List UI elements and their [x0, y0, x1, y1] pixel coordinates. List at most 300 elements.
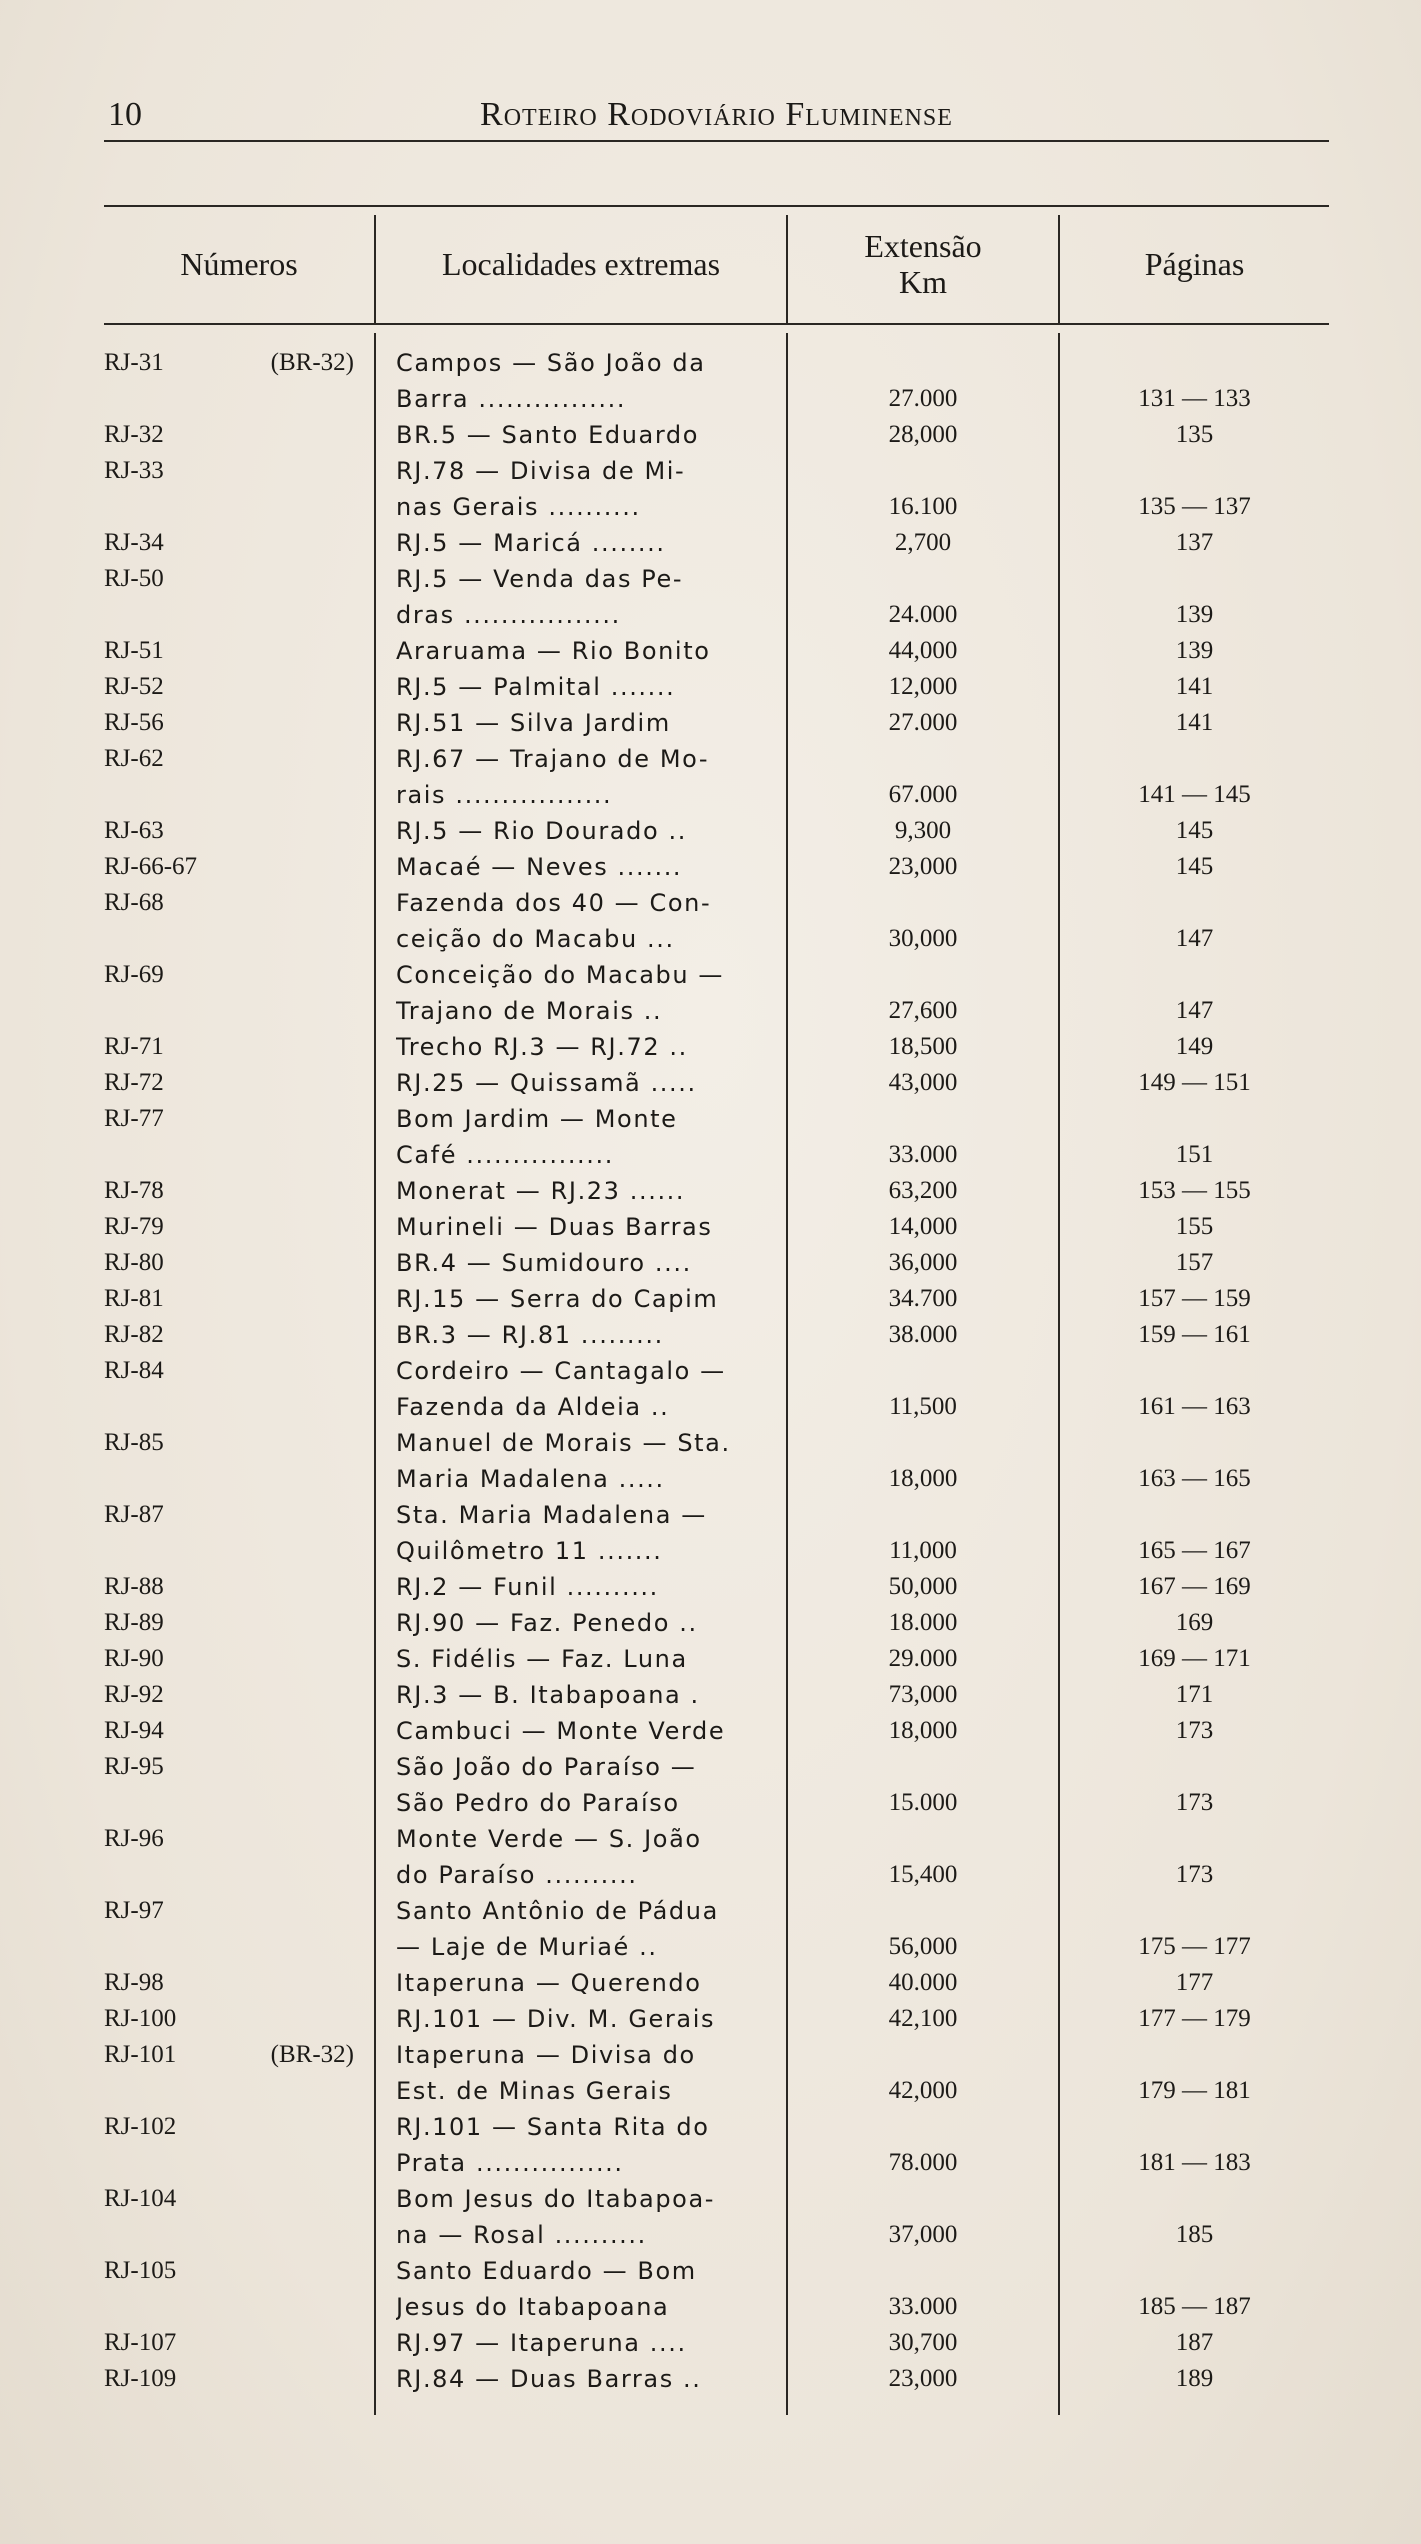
length-km-cell: 18.000 [888, 1609, 958, 1636]
length-km-cell: 40.000 [888, 1969, 958, 1996]
pages-cell: 161 — 163 [1138, 1393, 1251, 1420]
pages-cell: 177 — 179 [1138, 2005, 1251, 2032]
table-row [104, 1641, 1329, 1677]
route-number: RJ-87 [104, 1501, 164, 1528]
endpoints-cell [396, 705, 768, 741]
route-number-cell [104, 957, 374, 993]
pages-cell: 165 — 167 [1138, 1537, 1251, 1564]
table-row [104, 1353, 1329, 1425]
table-row [104, 2361, 1329, 2397]
pages-cell: 137 [1175, 529, 1214, 556]
pages-cell: 157 — 159 [1138, 1285, 1251, 1312]
endpoints-line: BR.4 — Sumidouro .... [396, 1249, 692, 1277]
endpoints-line: Araruama — Rio Bonito [396, 637, 711, 665]
pages-cell: 147 [1175, 925, 1214, 952]
route-number: RJ-100 [104, 2005, 177, 2032]
endpoints-cell [396, 525, 768, 561]
table-header-rule [104, 323, 1329, 325]
endpoints-cell [396, 813, 768, 849]
pages-cell: 159 — 161 [1138, 1321, 1251, 1348]
table-row [104, 1677, 1329, 1713]
endpoints-line: Itaperuna — Querendo [396, 1969, 702, 1997]
endpoints-line: Trajano de Morais .. [396, 997, 663, 1025]
endpoints-line: dras ................. [396, 601, 621, 629]
route-number: RJ-66-67 [104, 853, 198, 880]
route-number-cell [104, 1029, 374, 1065]
route-number-cell [104, 1713, 374, 1749]
table-row [104, 957, 1329, 1029]
route-number-cell [104, 2361, 374, 2397]
length-km-cell: 9,300 [894, 817, 952, 844]
route-number: RJ-92 [104, 1681, 164, 1708]
endpoints-cell [396, 1713, 768, 1749]
route-number-cell [104, 2109, 374, 2145]
running-head [104, 88, 1329, 142]
table-row [104, 705, 1329, 741]
length-km-cell: 67.000 [888, 781, 958, 808]
endpoints-line: do Paraíso .......... [396, 1861, 638, 1889]
pages-cell: 139 [1175, 601, 1214, 628]
route-number-cell [104, 1173, 374, 1209]
length-km-cell: 44,000 [888, 637, 958, 664]
roads-table [104, 205, 1329, 2415]
pages-cell: 155 [1175, 1213, 1214, 1240]
length-km-cell: 30,000 [888, 925, 958, 952]
endpoints-line: RJ.15 — Serra do Capim [396, 1285, 719, 1313]
table-row [104, 1029, 1329, 1065]
endpoints-cell [396, 2037, 768, 2109]
endpoints-cell [396, 1425, 768, 1497]
route-number-cell [104, 1317, 374, 1353]
table-row [104, 1749, 1329, 1821]
table-row [104, 1065, 1329, 1101]
pages-cell: 141 [1175, 673, 1214, 700]
route-number-cell [104, 1245, 374, 1281]
endpoints-line: — Laje de Muriaé .. [396, 1933, 658, 1961]
route-number-cell [104, 1569, 374, 1605]
route-number: RJ-104 [104, 2185, 177, 2212]
table-row [104, 741, 1329, 813]
endpoints-line: nas Gerais .......... [396, 493, 641, 521]
table-row [104, 1569, 1329, 1605]
table-row [104, 1101, 1329, 1173]
endpoints-line: BR.3 — RJ.81 ......... [396, 1321, 664, 1349]
route-number: RJ-72 [104, 1069, 164, 1096]
pages-cell: 149 [1175, 1033, 1214, 1060]
length-km-cell: 78.000 [888, 2149, 958, 2176]
endpoints-cell [396, 1245, 768, 1281]
table-row [104, 561, 1329, 633]
length-km-cell: 42,100 [888, 2005, 958, 2032]
route-number: RJ-95 [104, 1753, 164, 1780]
length-km-cell: 11,000 [889, 1537, 957, 1564]
table-row [104, 2109, 1329, 2181]
endpoints-cell [396, 1569, 768, 1605]
endpoints-line: S. Fidélis — Faz. Luna [396, 1645, 688, 1673]
route-number-cell [104, 885, 374, 921]
endpoints-cell [396, 2253, 768, 2325]
endpoints-line: RJ.90 — Faz. Penedo .. [396, 1609, 698, 1637]
endpoints-line: RJ.25 — Quissamã ..... [396, 1069, 697, 1097]
route-number-cell [104, 1281, 374, 1317]
length-km-cell: 24.000 [888, 601, 958, 628]
pages-cell: 179 — 181 [1138, 2077, 1251, 2104]
federal-route-number: (BR-32) [270, 349, 354, 376]
table-row [104, 1425, 1329, 1497]
table-row [104, 849, 1329, 885]
length-km-cell: 36,000 [888, 1249, 958, 1276]
endpoints-cell [396, 417, 768, 453]
pages-cell: 189 [1175, 2365, 1214, 2392]
pages-cell: 157 [1175, 1249, 1214, 1276]
route-number: RJ-107 [104, 2329, 177, 2356]
route-number: RJ-52 [104, 673, 164, 700]
table-row [104, 1173, 1329, 1209]
length-km-cell: 73,000 [888, 1681, 958, 1708]
route-number: RJ-90 [104, 1645, 164, 1672]
table-row [104, 2037, 1329, 2109]
endpoints-cell [396, 1353, 768, 1425]
table-row [104, 669, 1329, 705]
endpoints-cell [396, 2181, 768, 2253]
endpoints-line: na — Rosal .......... [396, 2221, 647, 2249]
endpoints-line: Conceição do Macabu — [396, 961, 725, 989]
endpoints-cell [396, 345, 768, 417]
table-row [104, 1245, 1329, 1281]
route-number: RJ-79 [104, 1213, 164, 1240]
length-km-cell: 63,200 [888, 1177, 958, 1204]
length-km-cell: 23,000 [888, 2365, 958, 2392]
endpoints-line: RJ.84 — Duas Barras .. [396, 2365, 702, 2393]
route-number: RJ-32 [104, 421, 164, 448]
endpoints-line: Trecho RJ.3 — RJ.72 .. [396, 1033, 688, 1061]
table-row [104, 2181, 1329, 2253]
route-number: RJ-33 [104, 457, 164, 484]
length-km-cell: 27,600 [888, 997, 958, 1024]
endpoints-line: Prata ................ [396, 2149, 624, 2177]
route-number: RJ-82 [104, 1321, 164, 1348]
route-number-cell [104, 1101, 374, 1137]
endpoints-line: Manuel de Morais — Sta. [396, 1429, 731, 1457]
length-km-cell: 16.100 [888, 493, 958, 520]
header-extensao-label: Extensão [864, 228, 982, 264]
endpoints-cell [396, 885, 768, 957]
route-number: RJ-69 [104, 961, 164, 988]
length-km-cell: 33.000 [888, 1141, 958, 1168]
header-extensao [788, 205, 1058, 323]
route-number-cell [104, 1893, 374, 1929]
route-number: RJ-51 [104, 637, 164, 664]
table-row [104, 417, 1329, 453]
route-number: RJ-96 [104, 1825, 164, 1852]
length-km-cell: 33.000 [888, 2293, 958, 2320]
endpoints-cell [396, 1821, 768, 1893]
table-row [104, 345, 1329, 417]
pages-cell: 177 [1175, 1969, 1214, 1996]
endpoints-cell [396, 1893, 768, 1965]
endpoints-line: ceição do Macabu ... [396, 925, 675, 953]
route-number-cell [104, 1353, 374, 1389]
length-km-cell: 38.000 [888, 1321, 958, 1348]
endpoints-line: Santo Eduardo — Bom [396, 2257, 697, 2285]
route-number-cell [104, 1641, 374, 1677]
endpoints-cell [396, 1065, 768, 1101]
length-km-cell: 43,000 [888, 1069, 958, 1096]
route-number: RJ-56 [104, 709, 164, 736]
endpoints-cell [396, 561, 768, 633]
length-km-cell: 28,000 [888, 421, 958, 448]
pages-cell: 175 — 177 [1138, 1933, 1251, 1960]
length-km-cell: 37,000 [888, 2221, 958, 2248]
pages-cell: 173 [1175, 1861, 1214, 1888]
endpoints-line: RJ.5 — Palmital ....... [396, 673, 676, 701]
route-number: RJ-77 [104, 1105, 164, 1132]
endpoints-line: RJ.67 — Trajano de Mo- [396, 745, 710, 773]
table-row [104, 1605, 1329, 1641]
pages-cell: 141 — 145 [1138, 781, 1251, 808]
length-km-cell: 15,400 [888, 1861, 958, 1888]
table-row [104, 1317, 1329, 1353]
route-number-cell [104, 1605, 374, 1641]
endpoints-cell [396, 2001, 768, 2037]
endpoints-cell [396, 1677, 768, 1713]
endpoints-line: Café ................ [396, 1141, 614, 1169]
route-number: RJ-98 [104, 1969, 164, 1996]
endpoints-cell [396, 2109, 768, 2181]
table-row [104, 2001, 1329, 2037]
endpoints-cell [396, 741, 768, 813]
table-body [104, 345, 1329, 2397]
length-km-cell: 50,000 [888, 1573, 958, 1600]
route-number-cell [104, 1821, 374, 1857]
route-number-cell [104, 1425, 374, 1461]
length-km-cell: 29.000 [888, 1645, 958, 1672]
route-number-cell [104, 525, 374, 561]
route-number: RJ-68 [104, 889, 164, 916]
endpoints-line: Bom Jesus do Itabapoa- [396, 2185, 716, 2213]
pages-cell: 141 [1175, 709, 1214, 736]
pages-cell: 185 — 187 [1138, 2293, 1251, 2320]
length-km-cell: 18,500 [888, 1033, 958, 1060]
route-number: RJ-109 [104, 2365, 177, 2392]
endpoints-line: Murineli — Duas Barras [396, 1213, 713, 1241]
route-number-cell [104, 669, 374, 705]
endpoints-cell [396, 1029, 768, 1065]
table-row [104, 453, 1329, 525]
endpoints-line: rais ................. [396, 781, 613, 809]
endpoints-line: São João do Paraíso — [396, 1753, 697, 1781]
endpoints-line: RJ.101 — Santa Rita do [396, 2113, 710, 2141]
route-number-cell [104, 1965, 374, 2001]
endpoints-cell [396, 1641, 768, 1677]
table-row [104, 885, 1329, 957]
route-number: RJ-50 [104, 565, 164, 592]
route-number-cell [104, 813, 374, 849]
route-number: RJ-105 [104, 2257, 177, 2284]
pages-cell: 151 [1175, 1141, 1214, 1168]
table-row [104, 1497, 1329, 1569]
header-paginas: Páginas [1144, 246, 1245, 282]
pages-cell: 187 [1175, 2329, 1214, 2356]
route-number-cell [104, 1209, 374, 1245]
route-number: RJ-85 [104, 1429, 164, 1456]
pages-cell: 181 — 183 [1138, 2149, 1251, 2176]
route-number: RJ-78 [104, 1177, 164, 1204]
pages-cell: 135 [1175, 421, 1214, 448]
route-number-cell [104, 417, 374, 453]
route-number: RJ-89 [104, 1609, 164, 1636]
table-row [104, 2253, 1329, 2325]
route-number-cell [104, 1677, 374, 1713]
length-km-cell: 30,700 [888, 2329, 958, 2356]
endpoints-cell [396, 2325, 768, 2361]
route-number: RJ-71 [104, 1033, 164, 1060]
route-number-cell [104, 345, 374, 381]
endpoints-line: RJ.2 — Funil .......... [396, 1573, 659, 1601]
endpoints-line: Quilômetro 11 ....... [396, 1537, 663, 1565]
route-number-cell [104, 1065, 374, 1101]
pages-cell: 153 — 155 [1138, 1177, 1251, 1204]
endpoints-cell [396, 669, 768, 705]
pages-cell: 173 [1175, 1789, 1214, 1816]
header-numeros: Números [180, 246, 298, 282]
table-row [104, 633, 1329, 669]
endpoints-line: RJ.101 — Div. M. Gerais [396, 2005, 716, 2033]
pages-cell: 139 [1175, 637, 1214, 664]
length-km-cell: 11,500 [889, 1393, 957, 1420]
table-row [104, 1713, 1329, 1749]
endpoints-line: Itaperuna — Divisa do [396, 2041, 696, 2069]
endpoints-cell [396, 1965, 768, 2001]
pages-cell: 163 — 165 [1138, 1465, 1251, 1492]
route-number: RJ-62 [104, 745, 164, 772]
route-number-cell [104, 561, 374, 597]
header-localidades: Localidades extremas [441, 246, 721, 282]
endpoints-line: Maria Madalena ..... [396, 1465, 665, 1493]
route-number: RJ-84 [104, 1357, 164, 1384]
endpoints-cell [396, 1605, 768, 1641]
table-row [104, 1281, 1329, 1317]
endpoints-line: BR.5 — Santo Eduardo [396, 421, 699, 449]
route-number: RJ-88 [104, 1573, 164, 1600]
pages-cell: 147 [1175, 997, 1214, 1024]
length-km-cell: 34.700 [888, 1285, 958, 1312]
route-number-cell [104, 741, 374, 777]
endpoints-line: São Pedro do Paraíso [396, 1789, 680, 1817]
route-number-cell [104, 2253, 374, 2289]
endpoints-line: Est. de Minas Gerais [396, 2077, 673, 2105]
route-number-cell [104, 2181, 374, 2217]
length-km-cell: 18,000 [888, 1717, 958, 1744]
route-number-cell [104, 2325, 374, 2361]
length-km-cell: 23,000 [888, 853, 958, 880]
length-km-cell: 27.000 [888, 709, 958, 736]
route-number: RJ-34 [104, 529, 164, 556]
route-number: RJ-94 [104, 1717, 164, 1744]
endpoints-line: Sta. Maria Madalena — [396, 1501, 707, 1529]
endpoints-cell [396, 453, 768, 525]
route-number: RJ-63 [104, 817, 164, 844]
endpoints-line: RJ.51 — Silva Jardim [396, 709, 671, 737]
route-number-cell [104, 1749, 374, 1785]
length-km-cell: 56,000 [888, 1933, 958, 1960]
route-number-cell [104, 705, 374, 741]
length-km-cell: 12,000 [888, 673, 958, 700]
table-row [104, 2325, 1329, 2361]
endpoints-line: Monerat — RJ.23 ...... [396, 1177, 686, 1205]
endpoints-line: Jesus do Itabapoana [396, 2293, 670, 2321]
endpoints-cell [396, 1317, 768, 1353]
endpoints-cell [396, 1173, 768, 1209]
table-row [104, 525, 1329, 561]
endpoints-line: Campos — São João da [396, 349, 706, 377]
endpoints-line: Macaé — Neves ....... [396, 853, 683, 881]
pages-cell: 167 — 169 [1138, 1573, 1251, 1600]
endpoints-line: Cambuci — Monte Verde [396, 1717, 726, 1745]
pages-cell: 169 [1175, 1609, 1214, 1636]
endpoints-cell [396, 1101, 768, 1173]
table-row [104, 1821, 1329, 1893]
endpoints-cell [396, 1281, 768, 1317]
endpoints-cell [396, 1749, 768, 1821]
pages-cell: 135 — 137 [1138, 493, 1251, 520]
endpoints-cell [396, 849, 768, 885]
endpoints-line: Fazenda da Aldeia .. [396, 1393, 670, 1421]
pages-cell: 149 — 151 [1138, 1069, 1251, 1096]
pages-cell: 173 [1175, 1717, 1214, 1744]
endpoints-cell [396, 957, 768, 1029]
length-km-cell: 14,000 [888, 1213, 958, 1240]
route-number: RJ-81 [104, 1285, 164, 1312]
endpoints-line: RJ.5 — Venda das Pe- [396, 565, 684, 593]
pages-cell: 169 — 171 [1138, 1645, 1251, 1672]
route-number-cell [104, 633, 374, 669]
endpoints-line: RJ.3 — B. Itabapoana . [396, 1681, 700, 1709]
length-km-cell: 2,700 [894, 529, 952, 556]
route-number: RJ-101 [104, 2041, 177, 2068]
endpoints-line: RJ.78 — Divisa de Mi- [396, 457, 686, 485]
pages-cell: 145 [1175, 853, 1214, 880]
federal-route-number: (BR-32) [270, 2041, 354, 2068]
pages-cell: 145 [1175, 817, 1214, 844]
route-number-cell [104, 453, 374, 489]
endpoints-cell [396, 1497, 768, 1569]
endpoints-line: Fazenda dos 40 — Con- [396, 889, 712, 917]
endpoints-line: Cordeiro — Cantagalo — [396, 1357, 726, 1385]
table-row [104, 813, 1329, 849]
endpoints-cell [396, 633, 768, 669]
pages-cell: 171 [1175, 1681, 1214, 1708]
endpoints-line: Bom Jardim — Monte [396, 1105, 678, 1133]
length-km-cell: 18,000 [888, 1465, 958, 1492]
route-number-cell [104, 1497, 374, 1533]
pages-cell: 131 — 133 [1138, 385, 1251, 412]
book-title: Roteiro Rodoviário Fluminense [480, 96, 953, 133]
length-km-cell: 15.000 [888, 1789, 958, 1816]
route-number: RJ-80 [104, 1249, 164, 1276]
endpoints-line: Santo Antônio de Pádua [396, 1897, 719, 1925]
table-row [104, 1965, 1329, 2001]
table-row [104, 1209, 1329, 1245]
header-extensao-unit: Km [898, 264, 947, 300]
endpoints-line: Monte Verde — S. João [396, 1825, 702, 1853]
length-km-cell: 42,000 [888, 2077, 958, 2104]
route-number: RJ-102 [104, 2113, 177, 2140]
endpoints-cell [396, 1209, 768, 1245]
endpoints-line: RJ.5 — Maricá ........ [396, 529, 666, 557]
endpoints-line: Barra ................ [396, 385, 627, 413]
route-number-cell [104, 849, 374, 885]
